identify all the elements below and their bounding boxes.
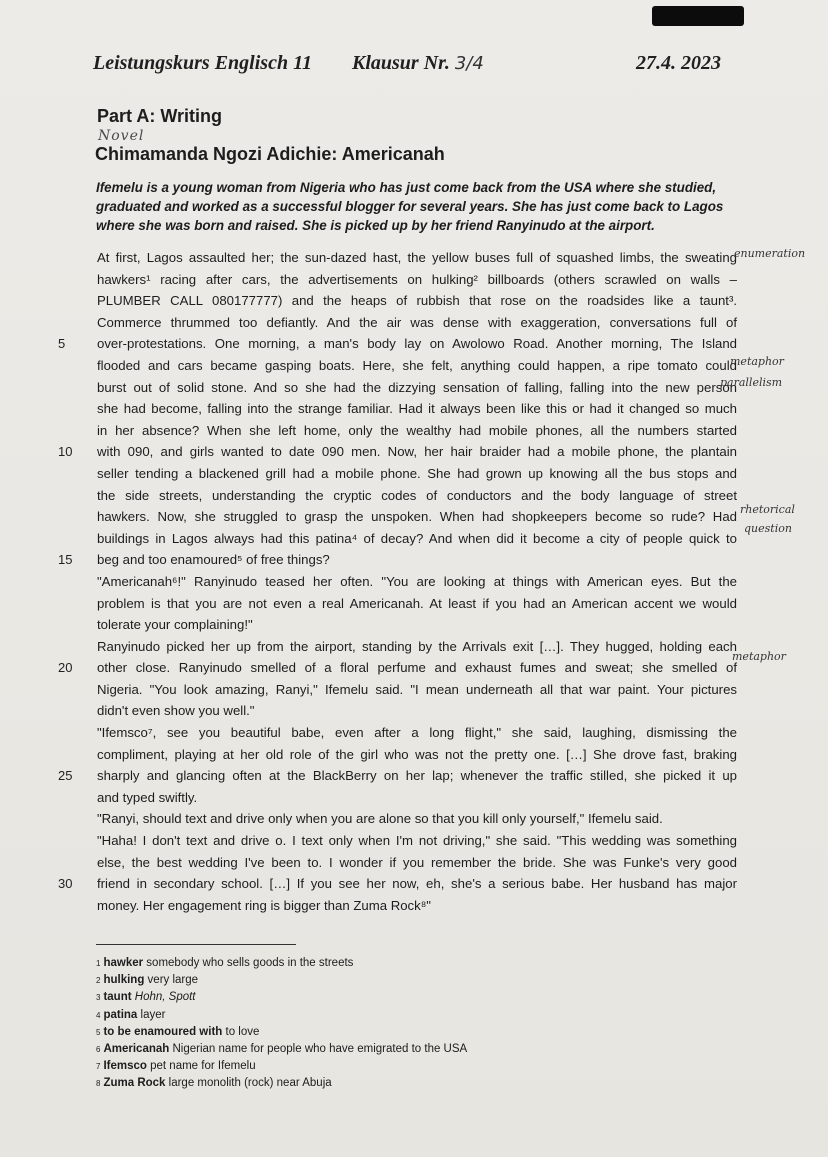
text-line: she had become, falling into the strange familiar. Had it always been like this or had it changed so much	[97, 401, 737, 417]
footnote: $^8$ Zuma Rock large monolith (rock) near Abuja	[96, 1077, 332, 1090]
margin-note-metaphor-2: metaphor	[732, 650, 786, 663]
text-line: Commerce thrummed too defiantly. And the air was dense with exaggeration, conversations full of	[97, 314, 737, 330]
page-header	[0, 52, 828, 82]
footnote: $^6$ Americanah Nigerian name for people who have emigrated to the USA	[96, 1043, 468, 1056]
exam-label: Klausur Nr. 3/4	[352, 52, 484, 74]
exam-number: 3/4	[454, 53, 484, 74]
footnote: $^5$ to be enamoured with to love	[96, 1025, 260, 1038]
handwritten-genre-note: Novel	[98, 128, 145, 144]
margin-note-parallelism: parallelism	[720, 376, 783, 389]
exam-date: 27.4. 2023	[636, 52, 721, 74]
margin-note-rhetorical: rhetorical	[740, 503, 795, 516]
margin-note-enumeration: enumeration	[734, 247, 806, 260]
text-line: in her absence? When she left home, only the wealthy had mobile phones, all the numbers started	[97, 422, 737, 438]
text-line: flooded and cars became gasping boats. Here, she felt, anything could happen, a ripe tomato could	[97, 357, 737, 373]
margin-note-metaphor: metaphor	[730, 355, 784, 368]
text-line: friend in secondary school. […] If you see her now, eh, she's a serious babe. Her husband has major	[97, 876, 737, 892]
source-text	[97, 247, 737, 916]
text-line: money. Her engagement ring is bigger than Zuma Rock⁸"	[97, 897, 431, 913]
text-line: tolerate your complaining!"	[97, 617, 253, 633]
text-line: other close. Ranyinudo smelled of a floral perfume and exhaust fumes and sweat; she smelled of	[97, 660, 737, 676]
footnote: $^1$ hawker somebody who sells goods in the streets	[96, 957, 354, 969]
text-line: else, the best wedding I've been to. I wonder if you remember the bride. She was Funke's very good	[97, 854, 737, 870]
text-line: seller tending a blackened grill had a mobile phone. She had grown up knowing all the bus stops and	[97, 465, 737, 481]
line-number: 5	[58, 336, 66, 351]
text-line: hawkers¹ racing after cars, the advertisements on hulking² billboards (others scrawled on walls –	[97, 271, 737, 287]
text-line: with 090, and girls wanted to date 090 men. Now, her hair braider had a mobile phone, the plantain	[97, 444, 737, 460]
text-line: hawkers. Now, she struggled to grasp the unspoken. When had shopkeepers become so rude? Had	[97, 509, 737, 525]
text-line: compliment, playing at her old role of the girl who was not the pretty one. […] She drove fast, braking	[97, 746, 737, 762]
text-line: PLUMBER CALL 080177777) and the heaps of rubbish that rose on the roadsides like a taunt³.	[97, 293, 737, 309]
line-number: 10	[58, 444, 73, 459]
line-number: 25	[58, 768, 73, 783]
text-line: Ranyinudo picked her up from the airport, standing by the Arrivals exit […]. They hugged, holding each	[97, 638, 737, 654]
footnote: $^2$ hulking very large	[96, 974, 199, 987]
footnote: $^7$ Ifemsco pet name for Ifemelu	[96, 1060, 256, 1073]
text-line: Nigeria. "You look amazing, Ranyi," Ifemelu said. "I mean underneath all that war paint. Your pictures	[97, 681, 737, 697]
part-title: Part A: Writing	[97, 106, 222, 126]
text-line: problem is that you are not even a real Americanah. At least if you had an American accent we would	[97, 595, 737, 611]
text-line: At first, Lagos assaulted her; the sun-dazed hast, the yellow buses full of squashed limbs, the sweating	[97, 250, 737, 265]
text-line: over-protestations. One morning, a man's body lay on Awolowo Road. Another morning, The Island	[97, 336, 737, 352]
line-number: 20	[58, 660, 73, 675]
footnotes	[96, 955, 467, 1093]
line-number: 30	[58, 876, 73, 891]
text-line: beg and too enamoured⁵ of free things?	[97, 552, 330, 568]
margin-note-question: question	[744, 522, 792, 535]
intro-paragraph: Ifemelu is a young woman from Nigeria who has just come back from the USA where she studied, graduated and worked as a successful blogger for several years. She has just come back to Lagos where she was born and raised. She is picked up by her friend Ranyinudo at the airport.	[96, 180, 724, 233]
text-line: "Americanah⁶!" Ranyinudo teased her often. "You are looking at things with American eyes. But the	[97, 573, 737, 589]
book-title: Chimamanda Ngozi Adichie: Americanah	[95, 144, 445, 164]
text-line: buildings in Lagos always had this patina⁴ of decay? And when did it become a city of people quick to	[97, 530, 737, 546]
footnote: $^4$ patina layer	[96, 1008, 166, 1021]
footnote: $^3$ taunt Hohn, Spott	[96, 991, 196, 1004]
footnote-divider	[96, 944, 296, 945]
text-line: and typed swiftly.	[97, 789, 198, 805]
text-line: "Haha! I don't text and drive o. I text only when I'm not driving," she said. "This wedding was something	[97, 833, 737, 849]
redacted-name-box	[652, 6, 744, 26]
text-line: "Ranyi, should text and drive only when you are alone so that you kill only yourself," Ifemelu said.	[97, 811, 663, 827]
text-line: sharply and glancing often at the BlackBerry on her lap; whenever the traffic stilled, she picked it up	[97, 768, 737, 784]
text-line: the side streets, understanding the cryptic codes of conductors and the body language of street	[97, 487, 737, 503]
text-line: burst out of solid stone. And so she had the dizzying sensation of falling, falling into the new person	[97, 379, 737, 395]
text-line: "Ifemsco⁷, see you beautiful babe, even after a long flight," she said, laughing, dismissing the	[97, 725, 737, 741]
line-number: 15	[58, 552, 73, 567]
text-line: didn't even show you well."	[97, 703, 255, 719]
course-title: Leistungskurs Englisch 11	[93, 52, 312, 74]
